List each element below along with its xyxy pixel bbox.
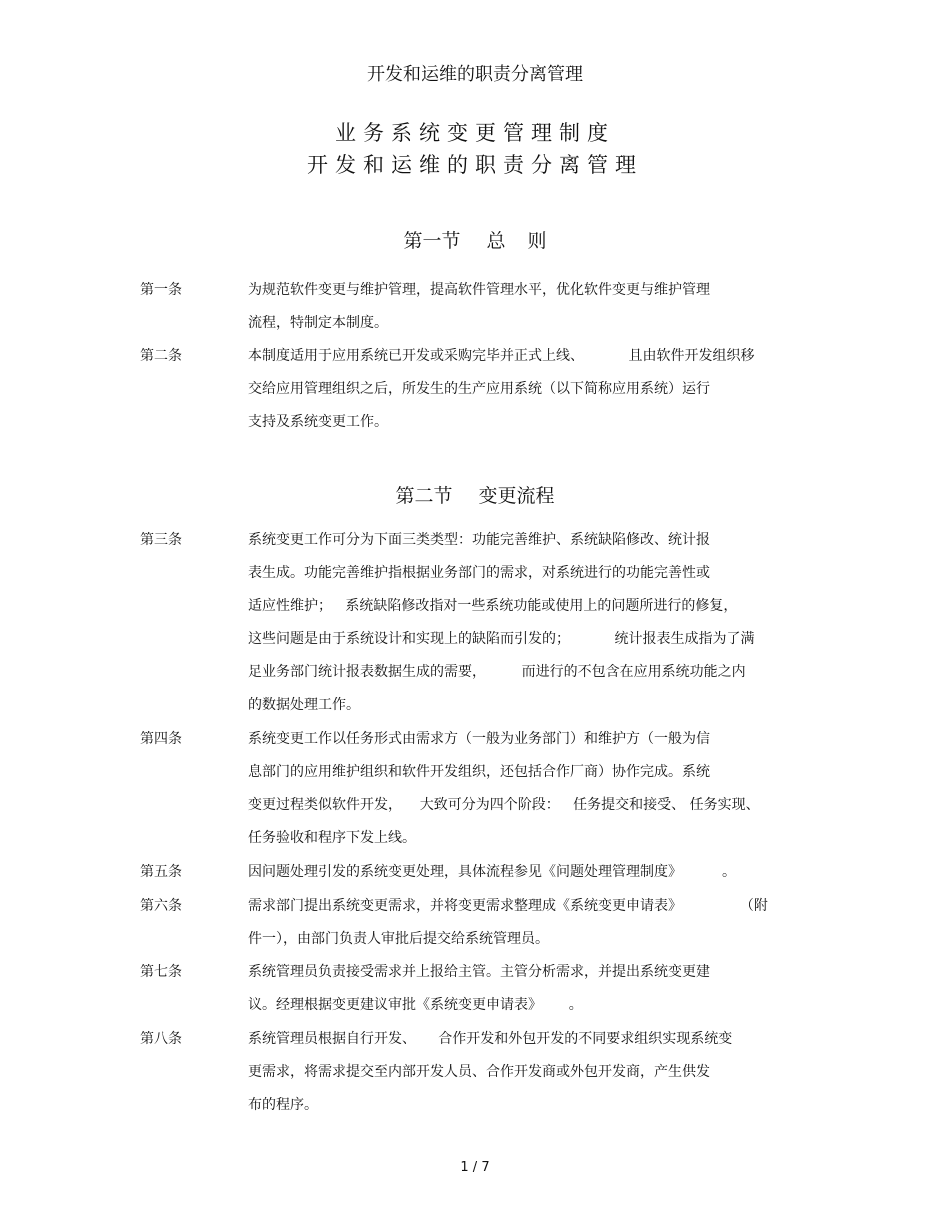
article-line: 件一），由部门负责人审批后提交给系统管理员。 <box>248 931 549 947</box>
article-line: 足业务部门统计报表数据生成的需要， 而进行的不包含在应用系统功能之内 <box>248 664 746 680</box>
section-1-heading <box>0 226 950 253</box>
article-line: 的数据处理工作。 <box>248 697 360 713</box>
article-line: 系统变更工作以任务形式由需求方（一般为业务部门）和维护方（一般为信 <box>248 731 710 747</box>
section-1-number: 第一节 <box>403 230 461 252</box>
article-label: 第四条 <box>140 731 182 747</box>
article-label: 第三条 <box>140 532 182 548</box>
article-line: 这些问题是由于系统设计和实现上的缺陷而引发的； 统计报表生成指为了满 <box>248 631 755 647</box>
article-line: 系统变更工作可分为下面三类类型：功能完善维护、系统缺陷修改、统计报 <box>248 532 710 548</box>
article-line: 变更过程类似软件开发， 大致可分为四个阶段： 任务提交和接受、 任务实现、 <box>248 797 760 813</box>
article-line: 系统管理员根据自行开发、 合作开发和外包开发的不同要求组织实现系统变 <box>248 1031 733 1047</box>
article-line: 任务验收和程序下发上线。 <box>248 830 416 846</box>
article-label: 第二条 <box>140 348 182 364</box>
article-line: 表生成。功能完善维护指根据业务部门的需求，对系统进行的功能完善性或 <box>248 565 710 581</box>
article-line: 为规范软件变更与维护管理，提高软件管理水平，优化软件变更与维护管理 <box>248 282 710 298</box>
article-line: 系统管理员负责接受需求并上报给主管。主管分析需求，并提出系统变更建 <box>248 964 710 980</box>
section-1-title-part-1: 总 <box>486 230 506 252</box>
article-label: 第七条 <box>140 964 182 980</box>
document-title-line-2: 开发和运维的职责分离管理 <box>307 153 643 177</box>
article-label: 第八条 <box>140 1031 182 1047</box>
article-label: 第六条 <box>140 898 182 914</box>
article-line: 本制度适用于应用系统已开发或采购完毕并正式上线、 且由软件开发组织移 <box>248 348 755 364</box>
article-line: 因问题处理引发的系统变更处理，具体流程参见《问题处理管理制度》 。 <box>248 864 737 880</box>
section-2-heading <box>0 481 950 508</box>
article-line: 流程，特制定本制度。 <box>248 315 388 331</box>
section-2-number: 第二节 <box>395 485 453 507</box>
document-title-line-1: 业务系统变更管理制度 <box>335 121 615 145</box>
article-line: 需求部门提出系统变更需求，并将变更需求整理成《系统变更申请表》 （附 <box>248 898 768 914</box>
article-label: 第五条 <box>140 864 182 880</box>
page-number: 1 / 7 <box>460 1160 490 1175</box>
article-line: 布的程序。 <box>248 1097 318 1113</box>
running-header: 开发和运维的职责分离管理 <box>367 64 583 85</box>
section-1-title-part-2: 则 <box>527 230 547 252</box>
article-line: 适应性维护； 系统缺陷修改指对一些系统功能或使用上的问题所进行的修复， <box>248 598 738 614</box>
article-line: 息部门的应用维护组织和软件开发组织，还包括合作厂商）协作完成。系统 <box>248 764 710 780</box>
article-line: 更需求，将需求提交至内部开发人员、合作开发商或外包开发商，产生供发 <box>248 1064 710 1080</box>
article-line: 议。经理根据变更建议审批《系统变更申请表》 。 <box>248 997 583 1013</box>
section-2-title: 变更流程 <box>478 485 555 507</box>
article-line: 支持及系统变更工作。 <box>248 414 388 430</box>
article-label: 第一条 <box>140 282 182 298</box>
article-line: 交给应用管理组织之后，所发生的生产应用系统（以下简称应用系统）运行 <box>248 381 710 397</box>
